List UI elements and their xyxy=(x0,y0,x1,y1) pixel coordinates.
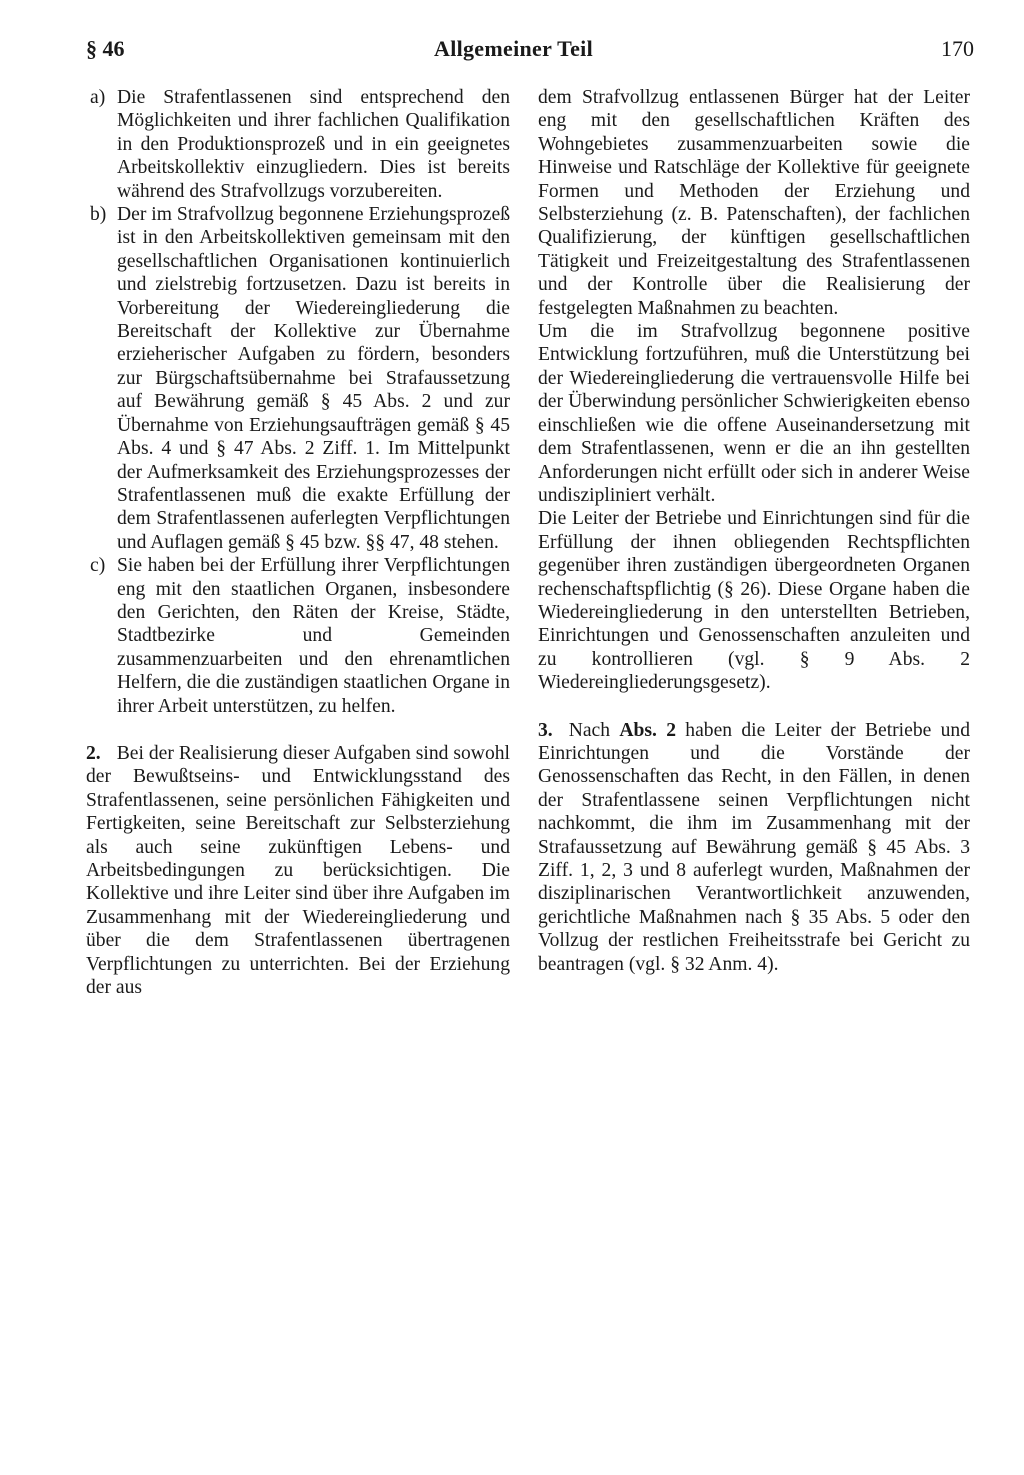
continuation-paragraph: dem Strafvollzug entlassenen Bürger hat der Leiter eng mit den gesellschaftlichen Kräften des Wohngebietes zusammenzuarbeiten sowie die Hinweise und Ratschläge der Kollektive für geeignete Formen und Methoden der Erziehung und Selbsterziehung (z. B. Patenschaften), der fachlichen Qualifizierung, der künftigen gesellschaftlichen Tätigkeit und Freizeitgestaltung des Strafentlassenen und der Kontrolle über die Realisierung der festgelegten Maßnahmen zu beachten. xyxy=(538,87,970,319)
list-item-b xyxy=(86,203,510,554)
item-text: Die Strafentlassenen sind entsprechend den Möglichkeiten und ihrer fachlichen Qualifikation in den Produktionsprozeß und in ein geeignetes Arbeitskollektiv einzugliedern. Dies ist bereits während des Strafvollzugs vorzubereiten. xyxy=(117,87,510,202)
list-item-a xyxy=(86,86,510,203)
section-number: § 46 xyxy=(86,36,125,61)
paragraph-text: haben die Leiter der Betriebe und Einrichtungen und die Vorstände der Genossenschaften das Recht, in den Fällen, in denen der Strafentlassene seinen Verpflichtungen nicht nachkommt, die ihm im Zusammenhang mit der Strafaussetzung auf Bewährung gemäß § 45 Abs. 3 Ziff. 1, 2, 3 und 8 auferlegt wurden, Maßnahmen der disziplinarischen Verantwortlichkeit anzuwenden, gerichtliche Maßnahmen nach § 35 Abs. 5 oder den Vollzug der restlichen Freiheitsstrafe bei Gericht zu beantragen (vgl. § 32 Anm. 4). xyxy=(538,719,970,975)
support-paragraph: Um die im Strafvollzug begonnene positive Entwicklung fortzuführen, muß die Unterstützung bei der Wiedereingliederung die vertrauensvolle Hilfe bei der Überwindung persönlicher Schwierigkeiten ebenso einschließen wie die offene Auseinandersetzung mit dem Strafentlassenen, wenn er die an ihn gestellten Anforderungen nicht erfüllt oder sich in anderer Weise undiszipliniert verhält. xyxy=(538,321,970,506)
paragraph-2 xyxy=(86,742,510,999)
item-label: b) xyxy=(90,204,107,226)
running-title: Allgemeiner Teil xyxy=(434,36,593,61)
paragraph-gap xyxy=(538,695,970,719)
page-header xyxy=(86,30,974,70)
paragraph-lead: Nach xyxy=(568,719,611,741)
paragraph-3 xyxy=(538,719,970,976)
item-text: Der im Strafvollzug begonnene Erziehungsprozeß ist in den Arbeitskollektiven gemeinsam mit den gesellschaftlichen Organisationen kontinuierlich und zielstrebig fortzusetzen. Dazu ist bereits in Vorbereitung der Wiedereingliederung die Bereitschaft der Kollektive zur Übernahme erzieherischer Aufgaben zu fördern, besonders zur Bürgschaftsübernahme bei Strafaussetzung auf Bewährung gemäß § 45 Abs. 2 und zur Übernahme von Erziehungsaufträgen gemäß § 45 Abs. 4 und § 47 Abs. 2 Ziff. 1. Im Mittelpunkt der Aufmerksamkeit des Erziehungsprozesses der Strafentlassenen muß die exakte Erfüllung der dem Strafentlassenen auferlegten Verpflichtungen und Auflagen gemäß § 45 bzw. §§ 47, 48 stehen. xyxy=(117,204,510,553)
leaders-paragraph: Die Leiter der Betriebe und Einrichtungen sind für die Erfüllung der ihnen obliegenden Rechtspflichten gegenüber ihren zuständigen übergeordneten Organen rechenschaftspflichtig (§ 26). Diese Organe haben die Wiedereingliederung in den unterstellten Betrieben, Einrichtungen und Genossenschaften anzuleiten und zu kontrollieren (vgl. § 9 Abs. 2 Wiedereingliederungsgesetz). xyxy=(538,508,970,694)
item-label: c) xyxy=(90,555,106,577)
right-column xyxy=(538,86,970,976)
paragraph-number: 2. xyxy=(86,742,101,764)
page-number: 170 xyxy=(941,36,974,61)
paragraph-text: Bei der Realisierung dieser Aufgaben sind sowohl der Bewußtseins- und Entwicklungsstand des Strafentlassenen, seine persönlichen Fähigkeiten und Fertigkeiten, seine Bereitschaft zur Selbsterziehung als auch seine zukünftigen Lebens- und Arbeitsbedingungen zu berücksichtigen. Die Kollektive und ihre Leiter sind über ihre Aufgaben im Zusammenhang mit der Wiedereingliederung und über die dem Strafentlassenen übertragenen Verpflichtungen zu unterrichten. Bei der Erziehung der aus xyxy=(86,742,510,999)
paragraph-gap xyxy=(86,718,510,742)
item-text: Sie haben bei der Erfüllung ihrer Verpflichtungen eng mit den staatlichen Organen, insbesondere den Gerichten, den Räten der Kreise, Städte, Stadtbezirke und Gemeinden zusammenzuarbeiten und den ehrenamtlichen Helfern, die die zuständigen staatlichen Organe in ihrer Arbeit unterstützen, zu helfen. xyxy=(117,555,510,717)
left-column xyxy=(86,86,510,999)
paragraph-reference: Abs. 2 xyxy=(619,719,676,741)
item-label: a) xyxy=(90,87,106,108)
list-item-c xyxy=(86,554,510,718)
paragraph-number: 3. xyxy=(538,719,553,741)
